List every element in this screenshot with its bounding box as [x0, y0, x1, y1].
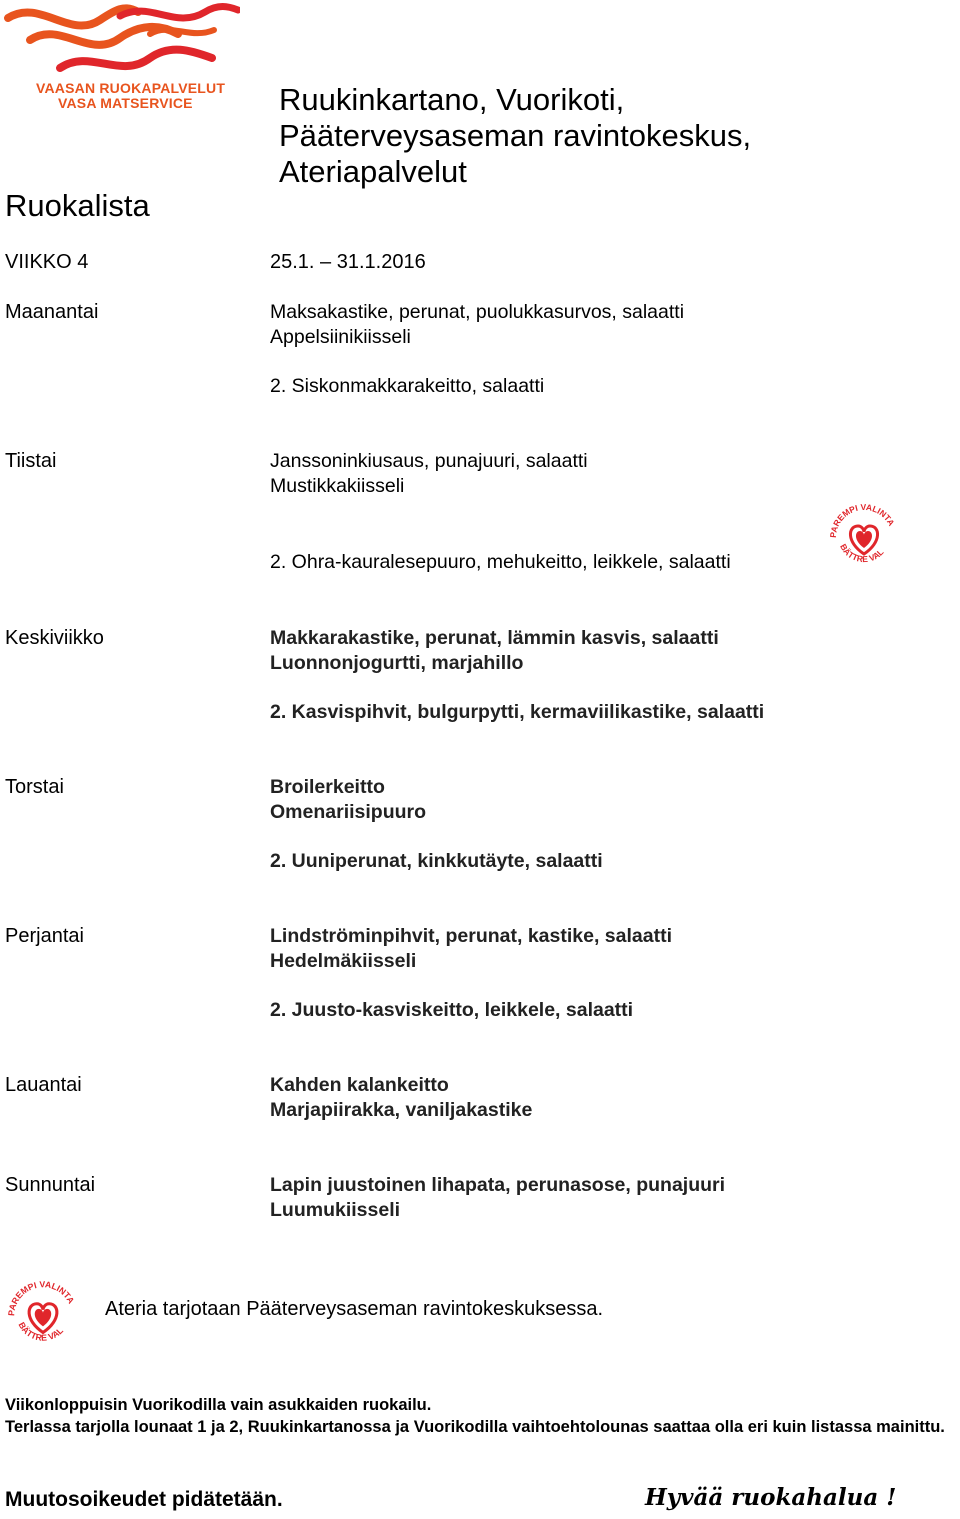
alt-dish-thursday: 2. Uuniperunat, kinkkutäyte, salaatti [270, 850, 603, 872]
main-dish-wednesday: Makkarakastike, perunat, lämmin kasvis, salaatti [270, 627, 719, 649]
main-dish-tuesday: Janssoninkiusaus, punajuuri, salaatti [270, 450, 588, 472]
date-range: 25.1. – 31.1.2016 [270, 251, 426, 273]
vaasan-ruokapalvelut-logo [0, 0, 240, 112]
alt-dish-wednesday: 2. Kasvispihvit, bulgurpytti, kermaviilikastike, salaatti [270, 701, 765, 723]
alt-dish-tuesday: 2. Ohra-kauralesepuuro, mehukeitto, leikkele, salaatti [270, 551, 731, 573]
note-line: Terlassa tarjolla lounaat 1 ja 2, Ruukinkartanossa ja Vuorikodilla vaihtoehtolounas saattaa olla eri kuin listassa mainittu. [5, 1418, 945, 1436]
dessert-wednesday: Luonnonjogurtti, marjahillo [270, 652, 524, 674]
note-line: Viikonloppuisin Vuorikodilla vain asukkaiden ruokailu. [5, 1396, 432, 1414]
menu-heading: Ruokalista [5, 188, 150, 223]
svg-text:PAREMPI VALINTA: PAREMPI VALINTA [827, 501, 897, 539]
page-title [279, 82, 751, 190]
info-text: Ateria tarjotaan Pääterveysaseman ravintokeskuksessa. [105, 1298, 604, 1320]
heart-badge-icon [4, 1276, 82, 1352]
logo-waves-icon [0, 0, 240, 80]
dessert-saturday: Marjapiirakka, vaniljakastike [270, 1099, 533, 1121]
disclaimer: Muutosoikeudet pidätetään. [5, 1488, 283, 1511]
svg-text:BÄTTRE VAL: BÄTTRE VAL [838, 542, 886, 565]
day-label-monday: Maanantai [5, 301, 99, 323]
day-label-friday: Perjantai [5, 925, 84, 947]
day-label-thursday: Torstai [5, 776, 64, 798]
dessert-thursday: Omenariisipuuro [270, 801, 427, 823]
title-line: Ateriapalvelut [279, 154, 467, 189]
parempi-valinta-badge-bottom [4, 1276, 82, 1352]
heart-badge-icon [826, 500, 902, 572]
main-dish-monday: Maksakastike, perunat, puolukkasurvos, salaatti [270, 301, 685, 323]
dessert-sunday: Luumukiisseli [270, 1199, 401, 1221]
alt-dish-monday: 2. Siskonmakkarakeitto, salaatti [270, 375, 545, 397]
svg-text:PAREMPI VALINTA: PAREMPI VALINTA [6, 1279, 77, 1317]
main-dish-sunday: Lapin juustoinen lihapata, perunasose, punajuuri [270, 1174, 726, 1196]
parempi-valinta-badge [826, 500, 902, 572]
svg-text:BÄTTRE VAL: BÄTTRE VAL [16, 1320, 66, 1343]
title-line: Pääterveysaseman ravintokeskus, [279, 118, 752, 153]
day-label-tuesday: Tiistai [5, 450, 57, 472]
notes [5, 1394, 960, 1438]
greeting: Hyvää ruokahalua ! [645, 1484, 897, 1511]
title-line: Ruukinkartano, Vuorikoti, [279, 82, 625, 117]
day-label-saturday: Lauantai [5, 1074, 82, 1096]
main-dish-saturday: Kahden kalankeitto [270, 1074, 449, 1096]
main-dish-thursday: Broilerkeitto [270, 776, 385, 798]
main-dish-friday: Lindströminpihvit, perunat, kastike, salaatti [270, 925, 673, 947]
logo-text-fi: VAASAN RUOKAPALVELUT [36, 80, 226, 96]
dessert-monday: Appelsiinikiisseli [270, 326, 411, 348]
day-label-wednesday: Keskiviikko [5, 627, 104, 649]
week-label: VIIKKO 4 [5, 251, 89, 273]
alt-dish-friday: 2. Juusto-kasviskeitto, leikkele, salaatti [270, 999, 634, 1021]
dessert-friday: Hedelmäkiisseli [270, 950, 417, 972]
dessert-tuesday: Mustikkakiisseli [270, 475, 405, 497]
logo-text-sv: VASA MATSERVICE [58, 95, 193, 111]
day-label-sunday: Sunnuntai [5, 1174, 96, 1196]
